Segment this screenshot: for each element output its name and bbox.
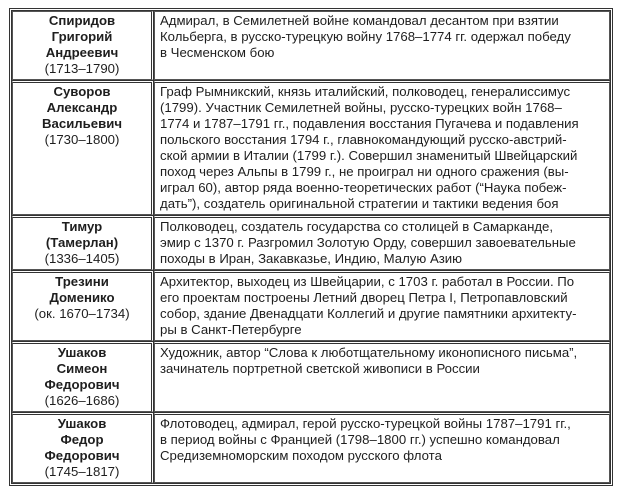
person-name-line: Федорович bbox=[44, 377, 120, 392]
table-row bbox=[12, 412, 610, 483]
person-name-line: Васильевич bbox=[42, 116, 122, 131]
person-name-line: (Тамерлан) bbox=[45, 235, 119, 250]
description-cell bbox=[154, 11, 610, 80]
person-years: (ок. 1670–1734) bbox=[34, 306, 130, 321]
description-line: дать”), создатель оригинальной стратегии и тактики ведения боя bbox=[160, 196, 559, 211]
description-line: Кольберга, в русско-турецкую войну 1768–1774 гг. одержал победу bbox=[160, 29, 571, 44]
person-years: (1745–1817) bbox=[44, 464, 120, 479]
description-line: 1774 и 1787–1791 гг., подавления восстания Пугачева и подавления bbox=[160, 116, 579, 131]
person-name-line: Трезини bbox=[55, 274, 109, 289]
description-line: польского восстания 1794 г., главнокомандующий русско-австрий- bbox=[160, 132, 567, 147]
description-line: Архитектор, выходец из Швейцарии, с 1703 г. работал в России. По bbox=[160, 274, 575, 289]
person-name-line: Тимур bbox=[61, 219, 103, 234]
description-line: эмир с 1370 г. Разгромил Золотую Орду, совершил завоевательные bbox=[160, 235, 576, 250]
person-cell bbox=[12, 11, 154, 80]
person-years: (1336–1405) bbox=[44, 251, 120, 266]
person-name-line: Григорий bbox=[51, 29, 113, 44]
description-cell bbox=[154, 270, 610, 341]
person-name-line: Спиридов bbox=[48, 13, 116, 28]
person-name-line: Ушаков bbox=[57, 345, 107, 360]
description-cell bbox=[154, 412, 610, 483]
person-name-line: Александр bbox=[46, 100, 118, 115]
table-row bbox=[12, 11, 610, 80]
description-line: играл 60), автор ряда военно-теоретических работ (“Наука побеж- bbox=[160, 180, 567, 195]
person-cell bbox=[12, 341, 154, 412]
description-line: походы в Иран, Закавказье, Индию, Малую Азию bbox=[160, 251, 463, 266]
description-line: Полководец, создатель государства со столицей в Самарканде, bbox=[160, 219, 554, 234]
person-cell bbox=[12, 412, 154, 483]
table-row bbox=[12, 215, 610, 270]
description-line: ской армии в Италии (1799 г.). Совершил знаменитый Швейцарский bbox=[160, 148, 578, 163]
table-row bbox=[12, 270, 610, 341]
description-line: Средиземноморским походом русского флота bbox=[160, 448, 442, 463]
person-name-line: Ушаков bbox=[57, 416, 107, 431]
description-line: зачинатель портретной светской живописи в России bbox=[160, 361, 480, 376]
person-name-line: Андреевич bbox=[45, 45, 119, 60]
description-line: (1799). Участник Семилетней войны, русско-турецких войн 1768– bbox=[160, 100, 562, 115]
table-row bbox=[12, 80, 610, 215]
person-name-line: Федор bbox=[60, 432, 104, 447]
person-years: (1730–1800) bbox=[44, 132, 120, 147]
person-cell bbox=[12, 80, 154, 215]
description-line: в Чесменском бою bbox=[160, 45, 275, 60]
person-cell bbox=[12, 215, 154, 270]
biography-table bbox=[9, 8, 613, 486]
description-line: Художник, автор “Слова к люботщательному иконописного письма”, bbox=[160, 345, 578, 360]
person-name-line: Суворов bbox=[53, 84, 111, 99]
description-cell bbox=[154, 80, 610, 215]
description-line: в период войны с Францией (1798–1800 гг.) успешно командовал bbox=[160, 432, 560, 447]
description-line: Адмирал, в Семилетней войне командовал десантом при взятии bbox=[160, 13, 559, 28]
person-years: (1626–1686) bbox=[44, 393, 120, 408]
person-name-line: Доменико bbox=[49, 290, 115, 305]
table-row bbox=[12, 341, 610, 412]
description-cell bbox=[154, 341, 610, 412]
person-name-line: Федорович bbox=[44, 448, 120, 463]
description-cell bbox=[154, 215, 610, 270]
person-name-line: Симеон bbox=[56, 361, 108, 376]
description-line: Флотоводец, адмирал, герой русско-турецкой войны 1787–1791 гг., bbox=[160, 416, 571, 431]
person-cell bbox=[12, 270, 154, 341]
person-years: (1713–1790) bbox=[44, 61, 120, 76]
description-line: его проектам построены Летний дворец Петра I, Петропавловский bbox=[160, 290, 568, 305]
description-line: поход через Альпы в 1799 г., не проиграл ни одного сражения (вы- bbox=[160, 164, 569, 179]
description-line: ры в Санкт-Петербурге bbox=[160, 322, 302, 337]
description-line: собор, здание Двенадцати Коллегий и другие памятники архитекту- bbox=[160, 306, 577, 321]
description-line: Граф Рымникский, князь италийский, полководец, генералиссимус bbox=[160, 84, 571, 99]
table-body bbox=[12, 11, 610, 483]
biography-table-container bbox=[9, 8, 613, 486]
